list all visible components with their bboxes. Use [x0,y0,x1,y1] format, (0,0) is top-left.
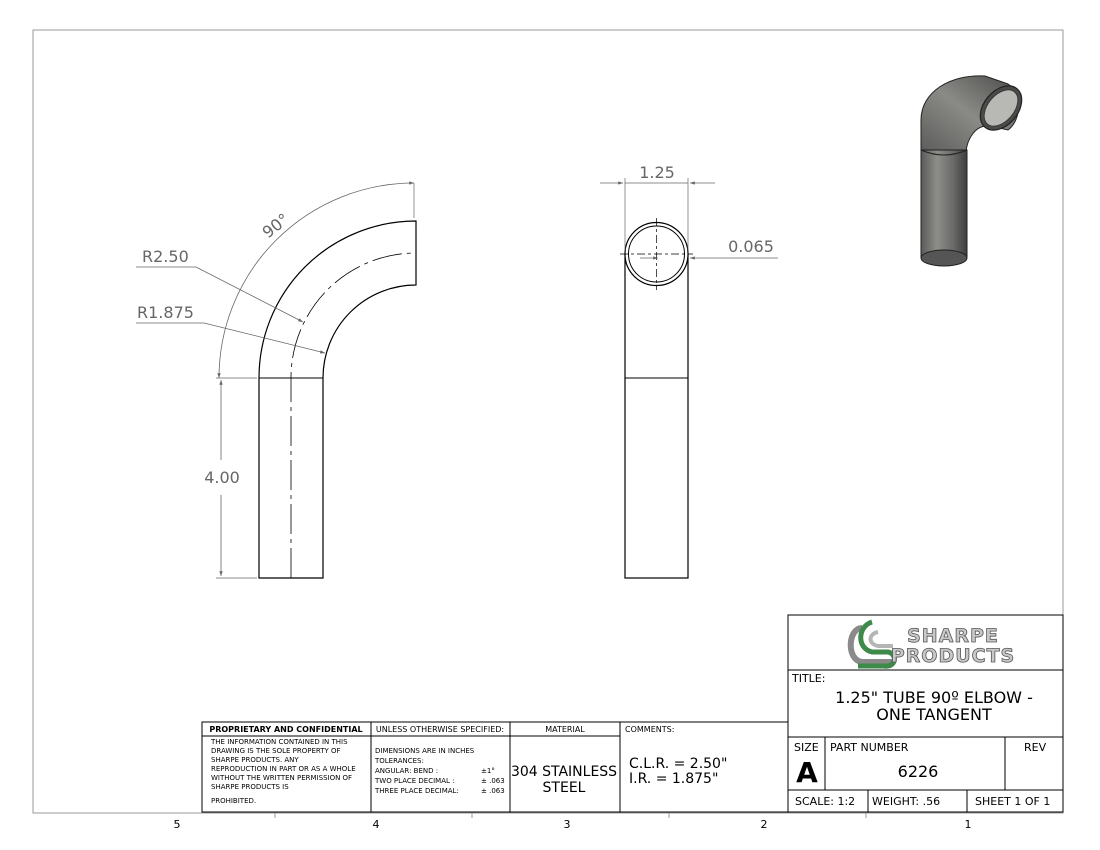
elbow-centerline [291,253,416,578]
dimensions-note: DIMENSIONS ARE IN INCHES [375,747,475,755]
iso-tangent [921,150,967,258]
end-view [600,163,778,578]
angle-dimension-arc [219,183,414,378]
proprietary-line-6: SHARPE PRODUCTS IS [211,783,289,791]
title-line-1: 1.25" TUBE 90º ELBOW - [835,688,1033,707]
logo-word-sharpe: SHARPE [907,625,999,647]
tolerance-two-place-value: ± .063 [481,777,505,785]
logo-word-products: PRODUCTS [890,645,1016,667]
proprietary-line-2: DRAWING IS THE SOLE PROPERTY OF [211,747,341,755]
comments-heading: COMMENTS: [625,725,675,734]
proprietary-heading: PROPRIETARY AND CONFIDENTIAL [209,725,363,734]
proprietary-line-1: THE INFORMATION CONTAINED IN THIS [211,738,348,746]
zone-number-1: 1 [964,818,972,831]
proprietary-line-5: WITHOUT THE WRITTEN PERMISSION OF [211,774,353,782]
angle-dimension-text: 90° [258,209,293,242]
size-label: SIZE [794,741,819,754]
sharpe-products-logo [851,622,1016,667]
tolerance-three-place-value: ± .063 [481,787,505,795]
unless-specified-heading: UNLESS OTHERWISE SPECIFIED: [375,725,505,734]
title-block [788,615,1063,812]
side-view [136,183,416,578]
proprietary-line-4: REPRODUCTION IN PART OR AS A WHOLE [211,765,356,773]
r1875-leader [136,323,325,353]
zone-number-2: 2 [760,818,768,831]
comment-line-2: I.R. = 1.875" [629,771,719,787]
proprietary-line-7: PROHIBITED. [211,797,257,805]
length-dimension-text: 4.00 [204,468,240,487]
weight-text: WEIGHT: .56 [872,795,941,808]
part-number-label: PART NUMBER [830,741,909,754]
tolerances-label: TOLERANCES: [375,757,424,765]
zone-number-5: 5 [173,818,181,831]
proprietary-line-3: SHARPE PRODUCTS. ANY [211,756,299,764]
sheet-text: SHEET 1 OF 1 [975,795,1051,808]
end-view-tube-outline [625,254,688,578]
tolerance-three-place-label: THREE PLACE DECIMAL: [375,787,459,795]
tolerance-two-place-label: TWO PLACE DECIMAL : [375,777,455,785]
notes-block [202,722,788,812]
radius-inner-dimension-text: R1.875 [137,303,194,322]
material-line-2: STEEL [542,780,586,796]
wall-dimension-text: 0.065 [728,237,774,256]
tolerance-angular-value: ±1° [481,767,495,775]
iso-bottom-end [921,250,967,266]
tolerance-angular-label: ANGULAR: BEND : [375,767,439,775]
material-line-1: 304 STAINLESS [510,764,618,780]
rev-label: REV [1024,741,1047,754]
title-label: TITLE: [792,672,826,685]
comment-line-1: C.L.R. = 2.50" [629,756,728,772]
scale-text: SCALE: 1:2 [795,795,856,808]
isometric-view [921,76,1030,266]
title-line-2: ONE TANGENT [876,705,992,724]
zone-number-4: 4 [372,818,380,831]
zone-number-3: 3 [563,818,571,831]
material-heading: MATERIAL [545,725,585,734]
size-value: A [796,756,818,789]
elbow-outline [259,221,416,578]
diameter-dimension-text: 1.25 [639,163,675,182]
part-number-value: 6226 [897,762,939,781]
radius-outer-dimension-text: R2.50 [142,247,189,266]
zone-ticks [275,813,866,818]
